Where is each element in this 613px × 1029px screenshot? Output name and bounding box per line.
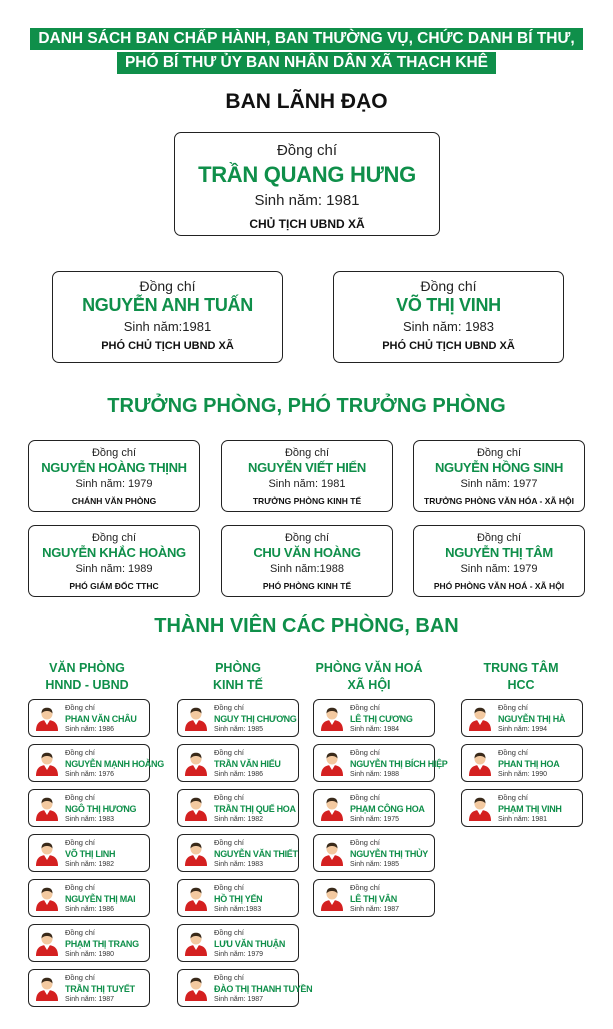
member-prefix: Đồng chí xyxy=(350,748,381,757)
member-birth: Sinh năm: 1976 xyxy=(65,771,115,778)
member-card xyxy=(28,969,150,1007)
person-avatar-icon xyxy=(184,705,208,731)
person-avatar-icon xyxy=(184,930,208,956)
member-prefix: Đồng chí xyxy=(350,883,381,892)
member-text xyxy=(350,838,432,870)
card-name: CHU VĂN HOÀNG xyxy=(253,545,361,560)
member-prefix: Đồng chí xyxy=(65,838,96,847)
person-avatar-icon xyxy=(320,840,344,866)
member-name: NGÔ THỊ HƯƠNG xyxy=(65,804,137,814)
leader-card-chair xyxy=(174,132,440,236)
member-card xyxy=(28,744,164,782)
member-text xyxy=(498,703,580,735)
person-avatar-icon xyxy=(35,795,59,821)
member-prefix: Đồng chí xyxy=(65,748,96,757)
banner-text-2: PHÓ BÍ THƯ ỦY BAN NHÂN DÂN XÃ THẠCH KHÊ xyxy=(117,52,496,74)
member-name: NGUYỄN THỊ THỦY xyxy=(350,849,429,859)
member-prefix: Đồng chí xyxy=(214,973,245,982)
member-birth: Sinh năm: 1982 xyxy=(65,861,115,868)
member-birth: Sinh năm: 1984 xyxy=(350,726,400,733)
card-prefix: Đồng chí xyxy=(476,447,522,459)
card-role: PHÓ GIÁM ĐỐC TTHC xyxy=(69,581,159,591)
person-avatar-icon xyxy=(184,795,208,821)
member-birth: Sinh năm: 1990 xyxy=(498,771,548,778)
card-role: CHỦ TỊCH UBND XÃ xyxy=(249,217,365,231)
member-birth: Sinh năm: 1987 xyxy=(65,996,115,1003)
column-title-line-2: XÃ HỘI xyxy=(347,678,391,692)
person-avatar-icon xyxy=(35,930,59,956)
card-prefix: Đồng chí xyxy=(420,278,477,294)
member-card xyxy=(313,699,435,737)
person-avatar-icon xyxy=(468,705,492,731)
card-prefix: Đồng chí xyxy=(284,447,330,459)
head-card-4 xyxy=(28,525,200,597)
banner-text-1: DANH SÁCH BAN CHẤP HÀNH, BAN THƯỜNG VỤ, CHỨC DANH BÍ THƯ, xyxy=(30,28,582,50)
person-avatar-icon xyxy=(320,750,344,776)
member-card xyxy=(177,879,299,917)
heads-title: TRƯỞNG PHÒNG, PHÓ TRƯỞNG PHÒNG xyxy=(107,395,506,417)
card-name: NGUYỄN ANH TUẤN xyxy=(82,295,253,315)
member-card xyxy=(28,924,150,962)
leadership-title: BAN LÃNH ĐẠO xyxy=(225,90,388,113)
card-role: TRƯỞNG PHÒNG KINH TẾ xyxy=(252,496,362,506)
member-text xyxy=(350,748,448,780)
member-name: PHAN THỊ HOA xyxy=(498,759,560,769)
member-birth: Sinh năm:1983 xyxy=(214,906,262,913)
card-name: NGUYỄN KHẮC HOÀNG xyxy=(42,545,186,560)
card-name: VÕ THỊ VINH xyxy=(396,295,501,315)
card-prefix: Đồng chí xyxy=(276,142,338,159)
member-card xyxy=(28,699,150,737)
member-name: NGUY THỊ CHƯƠNG xyxy=(214,714,297,724)
member-birth: Sinh năm: 1994 xyxy=(498,726,548,733)
card-prefix: Đồng chí xyxy=(284,532,330,544)
person-avatar-icon xyxy=(320,705,344,731)
member-name: PHAN VĂN CHÂU xyxy=(65,714,137,724)
card-role: TRƯỞNG PHÒNG VĂN HÓA - XÃ HỘI xyxy=(424,496,574,506)
member-name: PHẠM THỊ TRANG xyxy=(65,939,139,949)
member-birth: Sinh năm: 1987 xyxy=(350,906,400,913)
member-birth: Sinh năm: 1985 xyxy=(350,861,400,868)
member-birth: Sinh năm: 1982 xyxy=(214,816,264,823)
card-birth: Sinh năm: 1977 xyxy=(460,478,538,490)
member-text xyxy=(214,973,313,1005)
column-title-line-2: KINH TẾ xyxy=(213,678,263,692)
head-card-2 xyxy=(221,440,393,512)
member-prefix: Đồng chí xyxy=(350,793,381,802)
card-birth: Sinh năm:1981 xyxy=(123,319,212,334)
member-text xyxy=(65,883,147,915)
member-card xyxy=(313,879,435,917)
person-avatar-icon xyxy=(184,750,208,776)
member-prefix: Đồng chí xyxy=(498,793,529,802)
card-birth: Sinh năm: 1979 xyxy=(460,563,538,575)
member-prefix: Đồng chí xyxy=(498,703,529,712)
column-title-line-1: TRUNG TÂM xyxy=(483,661,559,675)
leader-card-vice-2 xyxy=(333,271,564,363)
member-birth: Sinh năm: 1986 xyxy=(65,906,115,913)
member-text xyxy=(214,703,296,735)
member-name: TRẦN VĂN HIẾU xyxy=(214,759,281,769)
member-card xyxy=(177,969,313,1007)
member-prefix: Đồng chí xyxy=(65,928,96,937)
card-prefix: Đồng chí xyxy=(139,278,196,294)
column-title-vanphong xyxy=(12,660,162,694)
column-title-line-2: HNND - UBND xyxy=(45,678,129,692)
head-card-3 xyxy=(413,440,585,512)
leader-card-vice-1 xyxy=(52,271,283,363)
member-text xyxy=(498,793,580,825)
member-card xyxy=(177,834,299,872)
head-card-5 xyxy=(221,525,393,597)
column-title-vanhoa xyxy=(294,660,444,694)
head-card-1 xyxy=(28,440,200,512)
head-card-6 xyxy=(413,525,585,597)
member-card xyxy=(461,789,583,827)
member-prefix: Đồng chí xyxy=(65,973,96,982)
member-name: LƯU VĂN THUẬN xyxy=(214,939,286,949)
member-prefix: Đồng chí xyxy=(214,748,245,757)
card-birth: Sinh năm: 1981 xyxy=(268,478,346,490)
column-title-line-2: HCC xyxy=(507,678,535,692)
member-text xyxy=(350,793,432,825)
member-prefix: Đồng chí xyxy=(65,703,96,712)
member-text xyxy=(65,793,147,825)
member-name: PHẠM CÔNG HOA xyxy=(350,804,425,814)
banner-line-1 xyxy=(0,28,613,50)
member-birth: Sinh năm: 1986 xyxy=(65,726,115,733)
member-card xyxy=(313,744,448,782)
person-avatar-icon xyxy=(320,795,344,821)
member-text xyxy=(214,883,296,915)
person-avatar-icon xyxy=(35,705,59,731)
member-text xyxy=(350,883,432,915)
card-role: PHÓ PHÒNG VĂN HOÁ - XÃ HỘI xyxy=(433,581,565,591)
person-avatar-icon xyxy=(468,795,492,821)
member-text xyxy=(350,703,432,735)
person-avatar-icon xyxy=(35,840,59,866)
member-card xyxy=(461,744,583,782)
column-title-line-1: PHÒNG VĂN HOÁ xyxy=(315,661,423,675)
card-birth: Sinh năm: 1989 xyxy=(75,563,153,575)
card-birth: Sinh năm:1988 xyxy=(270,563,344,575)
member-birth: Sinh năm: 1979 xyxy=(214,951,264,958)
card-role: CHÁNH VĂN PHÒNG xyxy=(71,496,157,506)
member-prefix: Đồng chí xyxy=(350,838,381,847)
person-avatar-icon xyxy=(320,885,344,911)
card-birth: Sinh năm: 1979 xyxy=(75,478,153,490)
member-birth: Sinh năm: 1980 xyxy=(65,951,115,958)
member-card xyxy=(28,834,150,872)
member-name: TRẦN THỊ TUYẾT xyxy=(65,984,135,994)
member-prefix: Đồng chí xyxy=(498,748,529,757)
column-title-line-1: VĂN PHÒNG xyxy=(49,661,125,675)
column-title-kinhte xyxy=(163,660,313,694)
column-title-hcc xyxy=(446,660,596,694)
person-avatar-icon xyxy=(184,840,208,866)
card-prefix: Đồng chí xyxy=(91,532,137,544)
member-prefix: Đồng chí xyxy=(214,793,245,802)
person-avatar-icon xyxy=(35,885,59,911)
member-name: NGUYỄN THỊ BÍCH HIỆP xyxy=(350,759,448,769)
member-birth: Sinh năm: 1987 xyxy=(214,996,264,1003)
member-birth: Sinh năm: 1983 xyxy=(65,816,115,823)
member-birth: Sinh năm: 1985 xyxy=(214,726,264,733)
member-prefix: Đồng chí xyxy=(214,883,245,892)
member-name: VÕ THỊ LINH xyxy=(65,849,116,859)
member-prefix: Đồng chí xyxy=(214,928,245,937)
card-role: PHÓ CHỦ TỊCH UBND XÃ xyxy=(382,340,515,352)
member-card xyxy=(177,789,299,827)
member-text xyxy=(65,838,147,870)
person-avatar-icon xyxy=(184,975,208,1001)
member-card xyxy=(313,789,435,827)
card-name: NGUYỄN HOÀNG THỊNH xyxy=(41,460,187,475)
person-avatar-icon xyxy=(184,885,208,911)
member-card xyxy=(313,834,435,872)
banner-line-2 xyxy=(0,52,613,74)
member-prefix: Đồng chí xyxy=(65,883,96,892)
member-name: NGUYỄN THỊ MAI xyxy=(65,894,136,904)
member-text xyxy=(65,748,164,780)
member-birth: Sinh năm: 1986 xyxy=(214,771,264,778)
member-name: NGUYỄN THỊ HÀ xyxy=(498,714,566,724)
member-text xyxy=(65,973,147,1005)
member-text xyxy=(214,928,296,960)
member-card xyxy=(461,699,583,737)
member-name: LÊ THỊ CƯƠNG xyxy=(350,714,413,724)
member-birth: Sinh năm: 1988 xyxy=(350,771,400,778)
member-name: PHẠM THỊ VINH xyxy=(498,804,562,814)
card-birth: Sinh năm: 1983 xyxy=(402,319,495,334)
member-birth: Sinh năm: 1983 xyxy=(214,861,264,868)
member-birth: Sinh năm: 1981 xyxy=(498,816,548,823)
member-birth: Sinh năm: 1975 xyxy=(350,816,400,823)
member-prefix: Đồng chí xyxy=(214,703,245,712)
person-avatar-icon xyxy=(35,750,59,776)
member-text xyxy=(214,748,296,780)
member-name: ĐÀO THỊ THANH TUYỀN xyxy=(214,984,313,994)
card-name: NGUYỄN HỒNG SINH xyxy=(434,460,564,475)
member-text xyxy=(498,748,580,780)
member-prefix: Đồng chí xyxy=(214,838,245,847)
member-text xyxy=(214,793,296,825)
card-name: TRẦN QUANG HƯNG xyxy=(198,162,416,187)
member-name: LÊ THỊ VÂN xyxy=(350,894,398,904)
member-text xyxy=(65,703,147,735)
column-title-line-1: PHÒNG xyxy=(215,661,261,675)
member-card xyxy=(177,744,299,782)
person-avatar-icon xyxy=(35,975,59,1001)
card-role: PHÓ CHỦ TỊCH UBND XÃ xyxy=(101,340,234,352)
member-name: HỒ THỊ YẾN xyxy=(214,894,263,904)
person-avatar-icon xyxy=(468,750,492,776)
member-name: NGUYỄN VĂN THIẾT xyxy=(214,849,298,859)
card-prefix: Đồng chí xyxy=(476,532,522,544)
member-name: NGUYỄN MẠNH HOÀNG xyxy=(65,759,164,769)
card-prefix: Đồng chí xyxy=(91,447,137,459)
member-text xyxy=(65,928,147,960)
members-title: THÀNH VIÊN CÁC PHÒNG, BAN xyxy=(154,615,459,637)
member-prefix: Đồng chí xyxy=(65,793,96,802)
card-birth: Sinh năm: 1981 xyxy=(254,192,360,209)
member-name: TRẦN THỊ QUẾ HOA xyxy=(214,804,296,814)
member-prefix: Đồng chí xyxy=(350,703,381,712)
member-card xyxy=(28,879,150,917)
member-card xyxy=(177,699,299,737)
member-card xyxy=(177,924,299,962)
member-card xyxy=(28,789,150,827)
card-role: PHÓ PHÒNG KINH TẾ xyxy=(262,581,352,591)
card-name: NGUYỄN THỊ TÂM xyxy=(445,545,553,560)
member-text xyxy=(214,838,296,870)
card-name: NGUYỄN VIẾT HIỂN xyxy=(248,460,366,475)
